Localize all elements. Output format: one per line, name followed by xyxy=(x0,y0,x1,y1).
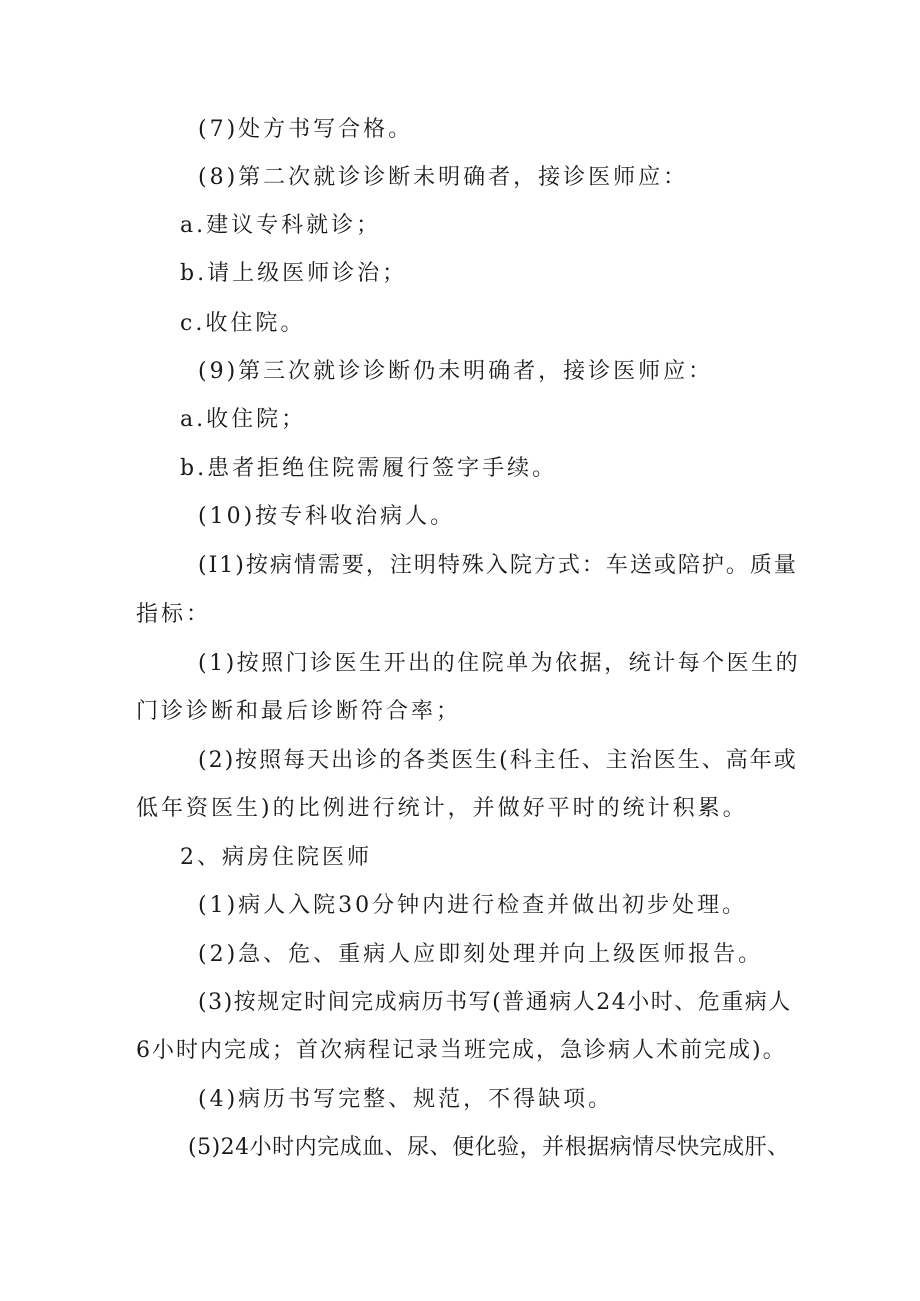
text-line: 2、病房住院医师 xyxy=(180,845,372,870)
text-line: 6小时内完成；首次病程记录当班完成，急诊病人术前完成)。 xyxy=(136,1038,787,1063)
text-line: (2)按照每天出诊的各类医生(科主任、主治医生、高年或 xyxy=(198,748,798,773)
text-line: 指标： xyxy=(136,602,212,627)
text-line: (1)按照门诊医生开出的住院单为依据，统计每个医生的 xyxy=(198,651,801,676)
text-line: 门诊诊断和最后诊断符合率； xyxy=(136,699,462,724)
text-line: (1)病人入院30分钟内进行检查并做出初步处理。 xyxy=(198,893,748,918)
text-line: b.请上级医师诊治； xyxy=(180,261,408,286)
text-line: (4)病历书写完整、规范，不得缺项。 xyxy=(198,1087,614,1112)
text-line: (I1)按病情需要，注明特殊入院方式：车送或陪护。质量 xyxy=(198,553,798,578)
text-line: (10)按专科收治病人。 xyxy=(198,504,456,529)
text-line: (3)按规定时间完成病历书写(普通病人24小时、危重病人 xyxy=(198,990,792,1015)
text-line: (9)第三次就诊诊断仍未明确者，接诊医师应： xyxy=(198,359,714,384)
text-line: 低年资医生)的比例进行统计，并做好平时的统计积累。 xyxy=(136,796,748,821)
text-line: c.收住院。 xyxy=(180,311,306,336)
text-line: (7)处方书写合格。 xyxy=(198,117,414,142)
text-line: a.收住院； xyxy=(180,407,307,432)
text-line: (5)24小时内完成血、尿、便化验，并根据病情尽快完成肝、 xyxy=(188,1135,790,1160)
text-line: a.建议专科就诊； xyxy=(180,213,382,238)
text-line: (2)急、危、重病人应即刻处理并向上级医师报告。 xyxy=(198,942,764,967)
text-line: (8)第二次就诊诊断未明确者，接诊医师应： xyxy=(198,165,689,190)
text-line: b.患者拒绝住院需履行签字手续。 xyxy=(180,456,558,481)
